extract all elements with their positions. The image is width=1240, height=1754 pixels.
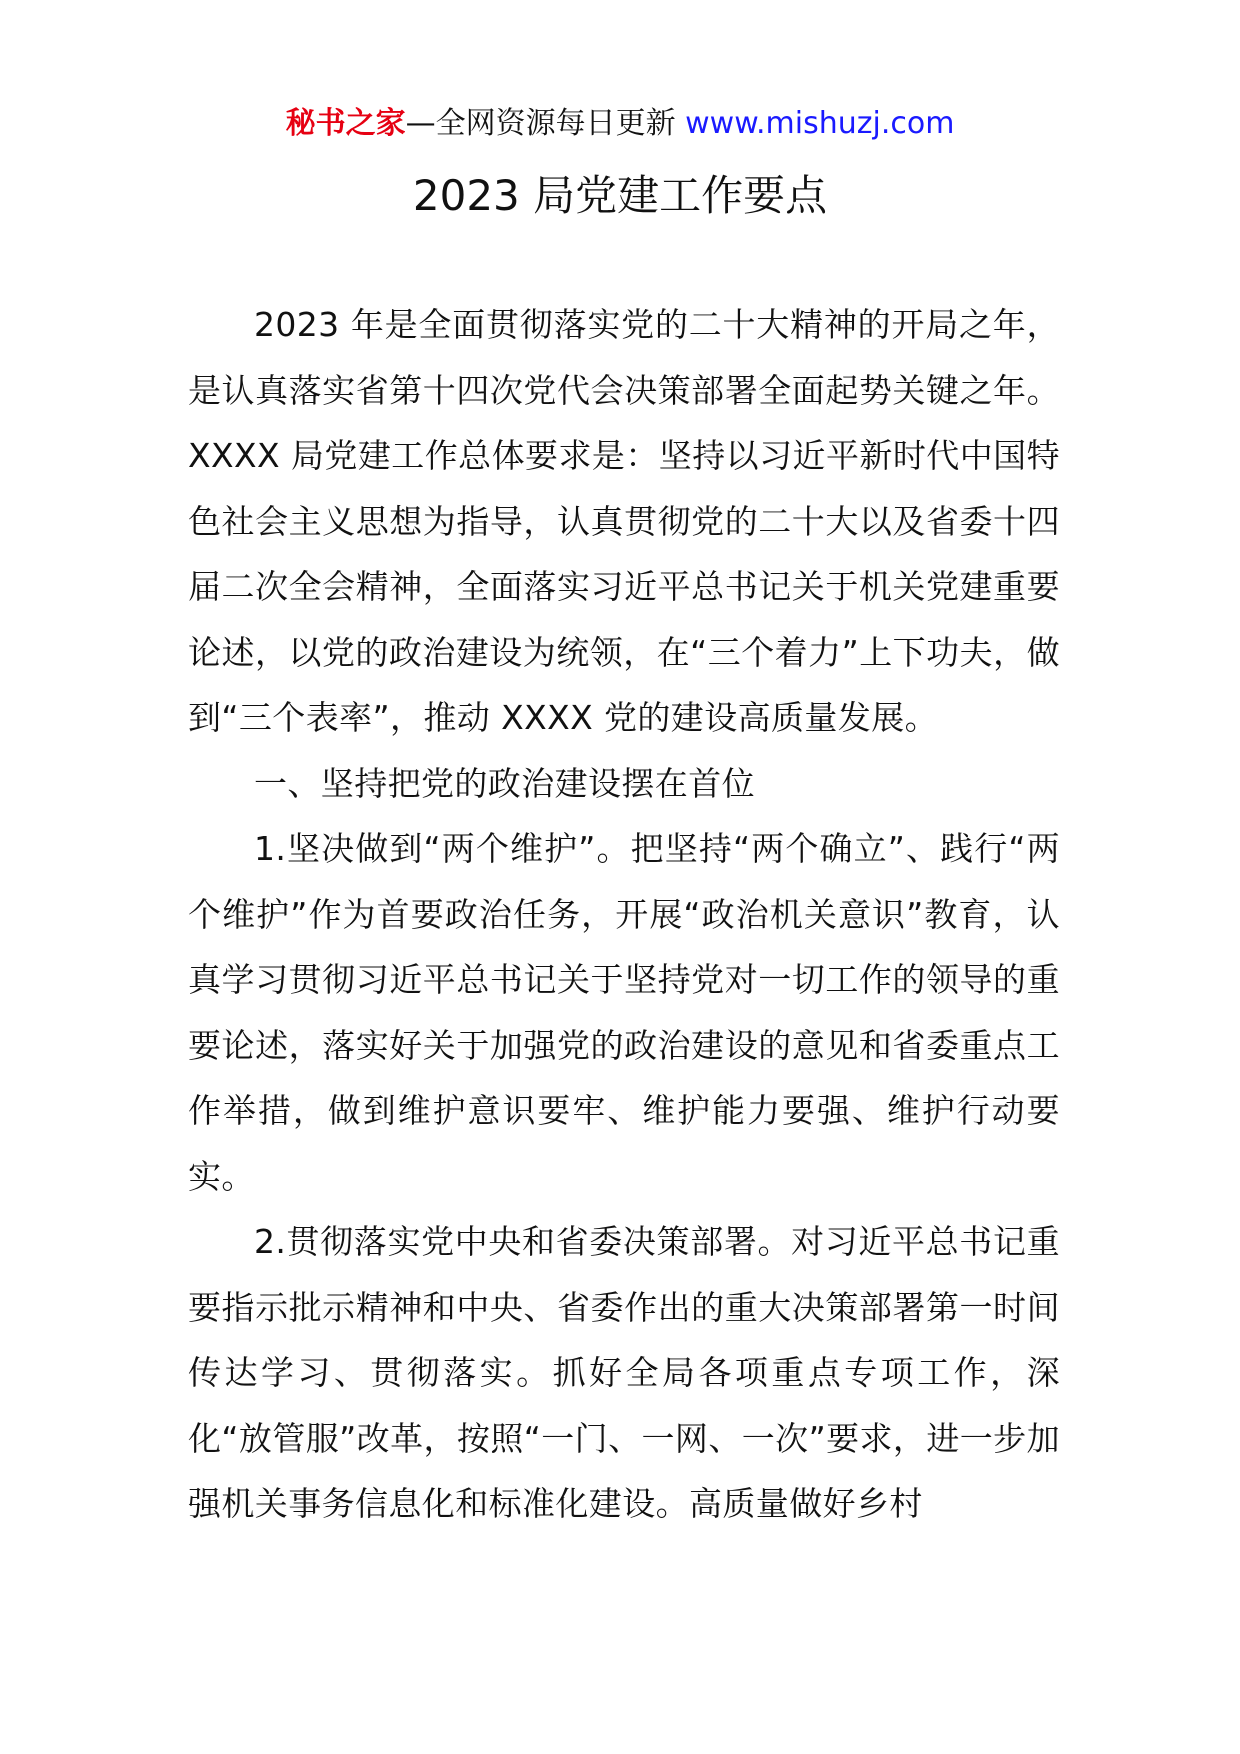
site-tagline: —全网资源每日更新 — [405, 106, 686, 141]
paragraph-intro: 2023 年是全面贯彻落实党的二十大精神的开局之年，是认真落实省第十四次党代会决策部署全面起势关键之年。XXXX 局党建工作总体要求是：坚持以习近平新时代中国特色社会主义思想为指导，认真贯彻党的二十大以及省委十四届二次全会精神，全面落实习近平总书记关于机关党建重要论述，以党的政治建设为统领，在“三个着力”上下功夫，做到“三个表率”，推动 XXXX 党的建设高质量发展。 — [188, 305, 1060, 737]
document-body — [188, 292, 1060, 1537]
section-heading: 一、坚持把党的政治建设摆在首位 — [254, 763, 755, 803]
paragraph-item-2: 2.贯彻落实党中央和省委决策部署。对习近平总书记重要指示批示精神和中央、省委作出的重大决策部署第一时间传达学习、贯彻落实。抓好全局各项重点专项工作，深化“放管服”改革，按照“一门、一网、一次”要求，进一步加强机关事务信息化和标准化建设。高质量做好乡村 — [188, 1222, 1060, 1523]
document-title: 2023 局党建工作要点 — [412, 171, 828, 220]
site-banner — [0, 102, 1240, 146]
paragraph-item-1: 1.坚决做到“两个维护”。把坚持“两个确立”、践行“两个维护”作为首要政治任务，开展“政治机关意识”教育，认真学习贯彻习近平总书记关于坚持党对一切工作的领导的重要论述，落实好关于加强党的政治建设的意见和省委重点工作举措，做到维护意识要牢、维护能力要强、维护行动要实。 — [188, 829, 1060, 1196]
site-brand: 秘书之家 — [285, 106, 406, 141]
site-url-link[interactable]: www.mishuzj.com — [685, 106, 955, 141]
